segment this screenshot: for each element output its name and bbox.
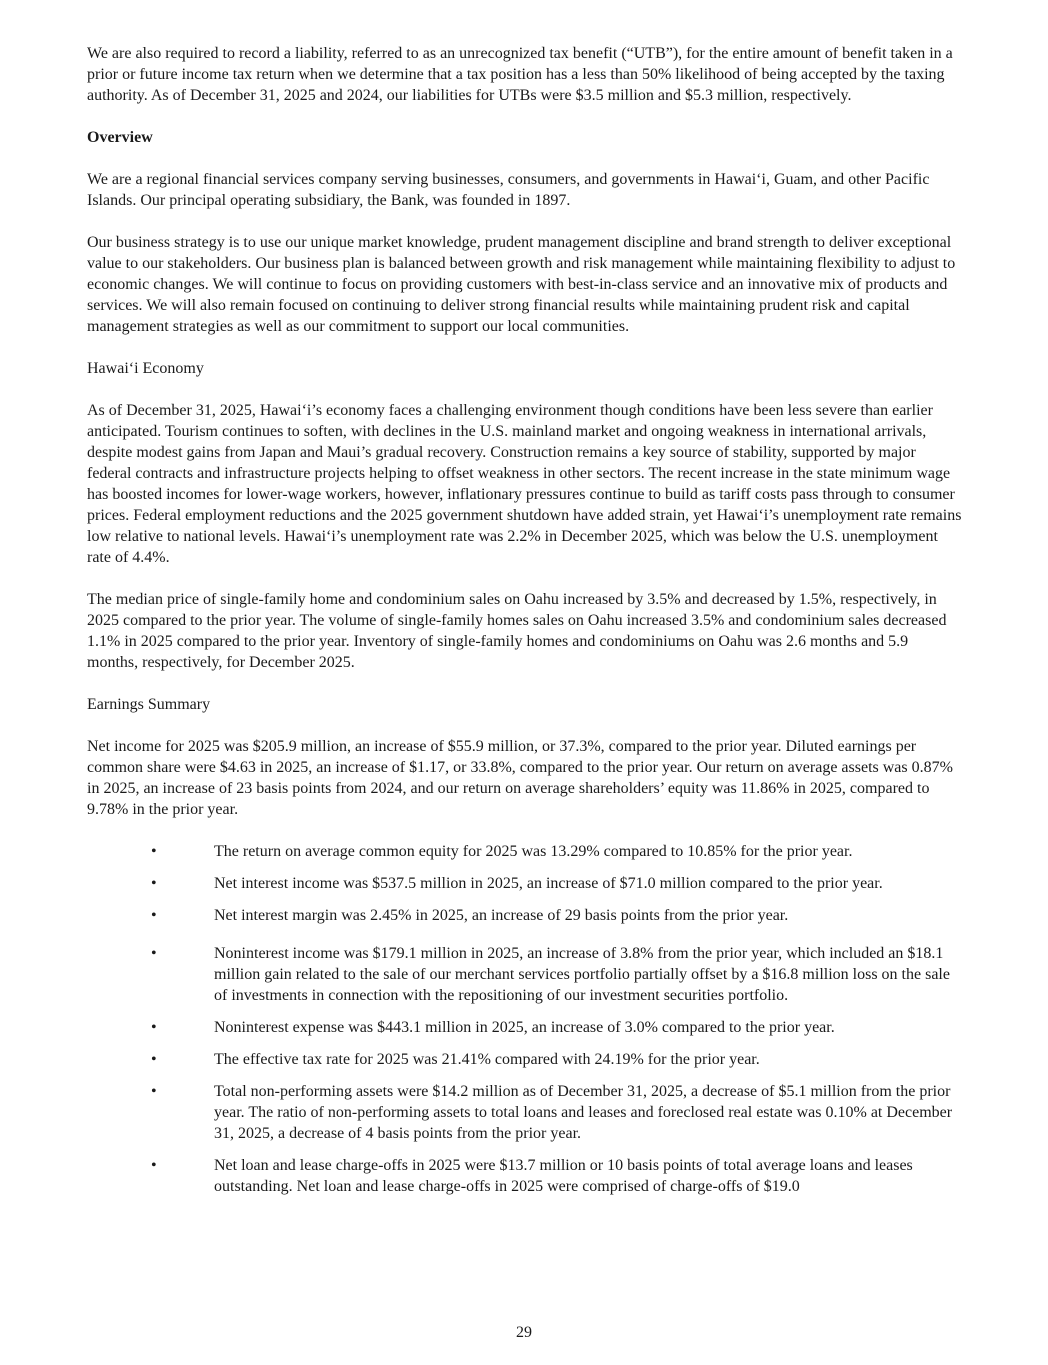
bullet-text: Net loan and lease charge-offs in 2025 were $13.7 million or 10 basis points of total average loans and leases outstanding. Net loan and lease charge-offs in 2025 were comprised of charge-offs of $19.0 [214, 1157, 913, 1195]
bullet-item [87, 1081, 963, 1144]
business-strategy-paragraph: Our business strategy is to use our unique market knowledge, prudent management discipline and brand strength to deliver exceptional value to our stakeholders. Our business plan is balanced between growth and risk management while maintaining flexibility to adjust to economic changes. We will continue to focus on providing customers with best-in-class service and an innovative mix of products and services. We will also remain focused on continuing to deliver strong financial results while maintaining prudent risk and capital management strategies as well as our commitment to support our local communities. [87, 234, 956, 335]
earnings-heading: Earnings Summary [87, 696, 211, 713]
bullet-item [87, 905, 963, 926]
bullet-item [87, 1155, 963, 1197]
bullet-icon: • [151, 1157, 157, 1174]
economy-paragraph: As of December 31, 2025, Hawai‘i’s economy faces a challenging environment though conditions have been less severe than earlier anticipated. Tourism continues to soften, with declines in the U.S. mainland market and ongoing weakness in international arrivals, despite modest gains from Japan and Maui’s gradual recovery. Construction remains a key source of stability, supported by major federal contracts and infrastructure projects helping to offset weakness in other sectors. The recent increase in the state minimum wage has boosted incomes for lower-wage workers, however, inflationary pressures continue to build as tariff costs pass through to consumer prices. Federal employment reductions and the 2025 government shutdown have added strain, yet Hawai‘i’s unemployment rate remains low relative to national levels. Hawai‘i’s unemployment rate was 2.2% in December 2025, which was below the U.S. unemployment rate of 4.4%. [87, 402, 962, 566]
bullet-icon: • [151, 907, 157, 924]
housing-paragraph: The median price of single-family home and condominium sales on Oahu increased by 3.5% and decreased by 1.5%, respectively, in 2025 compared to the prior year. The volume of single-family homes sales on Oahu increased 3.5% and condominium sales decreased 1.1% in 2025 compared to the prior year. Inventory of single-family homes and condominiums on Oahu was 2.6 months and 5.9 months, respectively, for December 2025. [87, 591, 947, 671]
earnings-intro-paragraph: Net income for 2025 was $205.9 million, an increase of $55.9 million, or 37.3%, compared to the prior year. Diluted earnings per common share were $4.63 in 2025, an increase of $1.17, or 33.8%, compared to the prior year. Our return on average assets was 0.87% in 2025, an increase of 23 basis points from 2024, and our return on average shareholders’ equity was 11.86% in 2025, compared to 9.78% in the prior year. [87, 738, 953, 818]
bullet-icon: • [151, 875, 157, 892]
bullet-icon: • [151, 1019, 157, 1036]
bullet-item [87, 841, 963, 862]
overview-heading: Overview [87, 129, 153, 146]
bullet-text: Net interest income was $537.5 million in 2025, an increase of $71.0 million compared to the prior year. [214, 875, 883, 892]
bullet-text: Net interest margin was 2.45% in 2025, an increase of 29 basis points from the prior year. [214, 907, 789, 924]
bullet-item [87, 1049, 963, 1070]
earnings-bullet-list [87, 841, 963, 1197]
economy-heading: Hawai‘i Economy [87, 360, 204, 377]
overview-intro-paragraph: We are a regional financial services company serving businesses, consumers, and governments in Hawai‘i, Guam, and other Pacific Islands. Our principal operating subsidiary, the Bank, was founded in 1897. [87, 171, 930, 209]
bullet-text: Noninterest income was $179.1 million in 2025, an increase of 3.8% from the prior year, which included an $18.1 million gain related to the sale of our merchant services portfolio partially offset by a $16.8 million loss on the sale of investments in connection with the repositioning of our investment securities portfolio. [214, 945, 950, 1004]
bullet-item [87, 1017, 963, 1038]
bullet-item [87, 943, 963, 1006]
bullet-text: The effective tax rate for 2025 was 21.41% compared with 24.19% for the prior year. [214, 1051, 760, 1068]
bullet-item [87, 873, 963, 894]
utb-paragraph: We are also required to record a liability, referred to as an unrecognized tax benefit (“UTB”), for the entire amount of benefit taken in a prior or future income tax return when we determine that a tax position has a less than 50% likelihood of being accepted by the taxing authority. As of December 31, 2025 and 2024, our liabilities for UTBs were $3.5 million and $5.3 million, respectively. [87, 45, 953, 104]
bullet-icon: • [151, 945, 157, 962]
bullet-text: Total non-performing assets were $14.2 million as of December 31, 2025, a decrease of $5.1 million from the prior year. The ratio of non-performing assets to total loans and leases and foreclosed real estate was 0.10% at December 31, 2025, a decrease of 4 basis points from the prior year. [214, 1083, 953, 1142]
bullet-text: The return on average common equity for 2025 was 13.29% compared to 10.85% for the prior year. [214, 843, 853, 860]
bullet-icon: • [151, 843, 157, 860]
bullet-icon: • [151, 1051, 157, 1068]
bullet-icon: • [151, 1083, 157, 1100]
document-page [87, 43, 963, 1208]
page-number: 29 [516, 1324, 532, 1341]
bullet-text: Noninterest expense was $443.1 million in 2025, an increase of 3.0% compared to the prior year. [214, 1019, 835, 1036]
